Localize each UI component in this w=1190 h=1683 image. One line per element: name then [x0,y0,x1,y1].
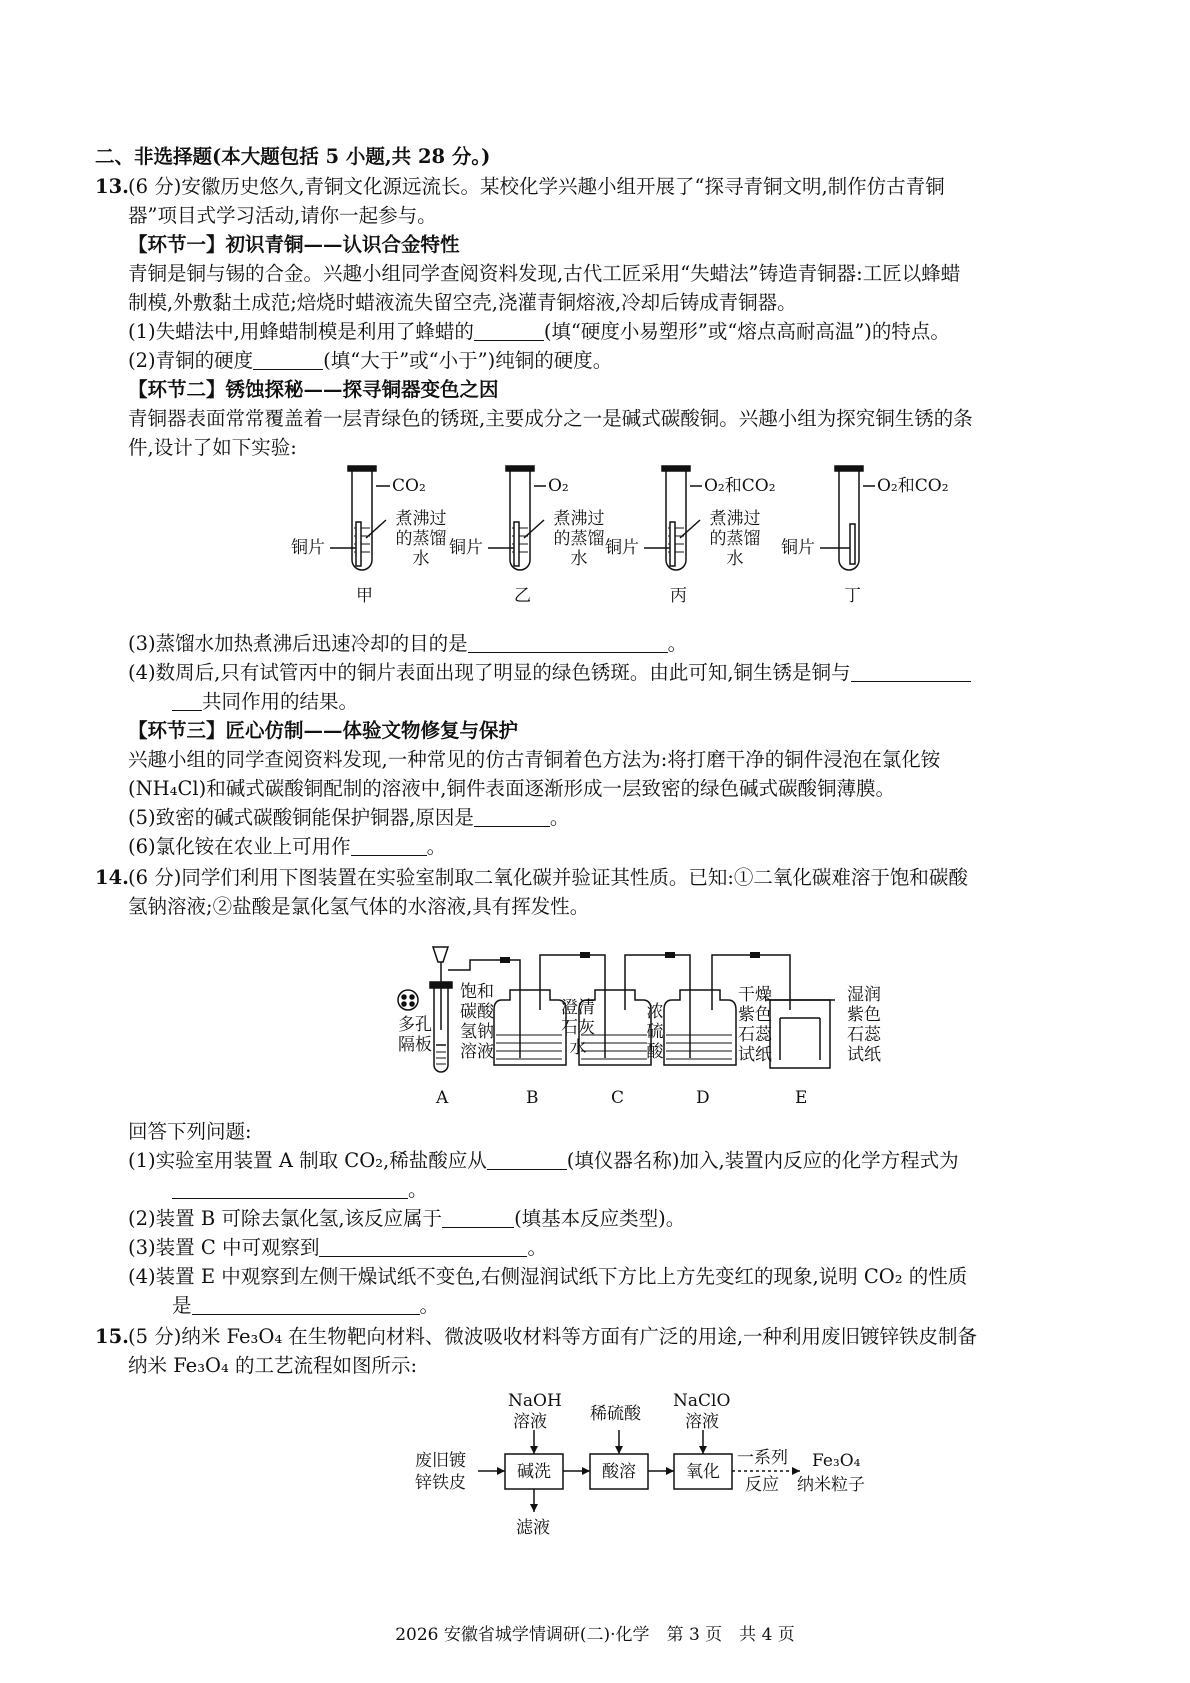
flow-waste: 滤液 [516,1518,550,1538]
q15-intro-line2: 纳米 Fe₃O₄ 的工艺流程如图所示: [128,1354,418,1377]
flow-step3: 氧化 [686,1462,720,1482]
tube-jia-name: 甲 [356,586,373,606]
q14-intro-line1: (6 分)同学们利用下图装置在实验室制取二氧化碳并验证其性质。已知:①二氧化碳难溶于饱和碳酸 [128,866,968,889]
flow-start-line1: 废旧镀 [415,1451,466,1471]
flow-reagent1-line2: 溶液 [513,1412,547,1432]
q14-sub4: (4)装置 E 中观察到左侧干燥试纸不变色,右侧湿润试纸下方比上方先变红的现象,说明 CO₂ 的性质 [128,1265,968,1288]
q13-section2-para-line1: 青铜器表面常常覆盖着一层青绿色的锈斑,主要成分之一是碱式碳酸铜。兴趣小组为探究铜生锈的条 [128,407,973,430]
q15-intro-line1: (5 分)纳米 Fe₃O₄ 在生物靶向材料、微波吸收材料等方面有广泛的用途,一种利用废旧镀锌铁皮制备 [128,1325,978,1348]
q13-section3-para-line1: 兴趣小组的同学查阅资料发现,一种常见的仿古青铜着色方法为:将打磨干净的铜件浸泡在氯化铵 [128,748,941,771]
flow-arrow-bottom-label: 反应 [745,1475,779,1495]
q13-sub4-text-a: (4)数周后,只有试管丙中的铜片表面出现了明显的绿色锈斑。由此可知,铜生锈是铜与 [128,661,851,684]
q14-sub2-text-b: (填基本反应类型)。 [514,1207,686,1230]
q13-sub5-text-a: (5)致密的碱式碳酸铜能保护铜器,原因是 [128,806,474,829]
q14-sub2-text-a: (2)装置 B 可除去氯化氢,该反应属于 [128,1207,443,1230]
q14-sub1-text-a: (1)实验室用装置 A 制取 CO₂,稀盐酸应从 [128,1149,487,1172]
apparatus-label-c: C [611,1088,625,1108]
bottle-e-wet-paper-label: 湿润紫色石蕊试纸 [847,985,881,1065]
q13-sub1-text-b: (填“硬度小易塑形”或“熔点高耐高温”)的特点。 [543,320,950,343]
q13-section2-title: 【环节二】锈蚀探秘——探寻铜器变色之因 [128,378,499,401]
q13-intro-line2: 器”项目式学习活动,请你一起参与。 [128,204,437,227]
flow-reagent3-line2: 溶液 [685,1412,719,1432]
tube-ding-gas-label: O₂和CO₂ [877,476,949,496]
tube-yi-water-label: 煮沸过的蒸馏水 [553,509,605,569]
flow-reagent2: 稀硫酸 [590,1404,641,1424]
flow-step1: 碱洗 [517,1462,551,1482]
tube-bing-name: 丙 [670,586,687,606]
bottle-b-liquid-label: 饱和碳酸氢钠溶液 [460,982,494,1062]
bottle-d-liquid-label: 浓硫酸 [646,1002,664,1062]
flow-reagent1-line1: NaOH [508,1391,562,1411]
tube-yi-name: 乙 [514,586,531,606]
q13-number: 13. [95,175,129,198]
tube-bing-gas-label: O₂和CO₂ [704,476,776,496]
q14-sub3-text-b: 。 [527,1236,547,1259]
flow-step2: 酸溶 [602,1462,636,1482]
q13-sub3-text-a: (3)蒸馏水加热煮沸后迅速冷却的目的是 [128,632,468,655]
q14-sub1-text-c: 。 [408,1178,428,1201]
tube-yi-copper-label: 铜片 [449,538,483,558]
q14-sub3-text-a: (3)装置 C 中可观察到 [128,1236,320,1259]
q13-section1-title: 【环节一】初识青铜——认识合金特性 [128,233,460,256]
apparatus-label-e: E [795,1088,808,1108]
q13-intro-line1: (6 分)安徽历史悠久,青铜文化源远流长。某校化学兴趣小组开展了“探寻青铜文明,制作仿古青铜 [128,175,945,198]
q13-sub6-text-a: (6)氯化铵在农业上可用作 [128,835,351,858]
tube-jia-water-label: 煮沸过的蒸馏水 [395,509,447,569]
flow-reagent3-line1: NaClO [673,1391,731,1411]
apparatus-label-b: B [526,1088,539,1108]
q13-section1-para-line1: 青铜是铜与锡的合金。兴趣小组同学查阅资料发现,古代工匠采用“失蜡法”铸造青铜器:工匠以蜂蜡 [128,262,961,285]
q14-number: 14. [95,866,129,889]
porous-plate-label: 多孔隔板 [398,1015,432,1055]
bottle-c-liquid-label: 澄清石灰水 [561,998,595,1058]
q13-sub1-text-a: (1)失蜡法中,用蜂蜡制模是利用了蜂蜡的 [128,320,474,343]
tube-jia-copper-label: 铜片 [291,538,325,558]
q13-section3-title: 【环节三】匠心仿制——体验文物修复与保护 [128,719,519,742]
flow-start-line2: 锌铁皮 [415,1473,466,1493]
q13-section1-para-line2: 制模,外敷黏土成范;焙烧时蜡液流失留空壳,浇灌青铜熔液,冷却后铸成青铜器。 [128,291,797,314]
tube-bing-water-label: 煮沸过的蒸馏水 [709,509,761,569]
tube-ding-copper-label: 铜片 [781,538,815,558]
q13-sub2-text-b: (填“大于”或“小于”)纯铜的硬度。 [323,349,613,372]
q14-sub1-text-b: (填仪器名称)加入,装置内反应的化学方程式为 [566,1149,959,1172]
page-footer: 2026 安徽省城学情调研(二)·化学 第 3 页 共 4 页 [395,1625,795,1645]
apparatus-label-a: A [436,1088,449,1108]
bottle-e-dry-paper-label: 干燥紫色石蕊试纸 [738,985,772,1065]
tube-jia-gas-label: CO₂ [392,476,426,496]
flow-product-line1: Fe₃O₄ [812,1451,861,1471]
tube-ding-name: 丁 [844,586,861,606]
q14-intro-line2: 氢钠溶液;②盐酸是氯化氢气体的水溶液,具有挥发性。 [128,895,590,918]
tube-bing-copper-label: 铜片 [605,538,639,558]
tube-yi-gas-label: O₂ [548,476,569,496]
q13-sub5-text-b: 。 [549,806,570,829]
q14-prompt: 回答下列问题: [128,1120,252,1143]
section-title: 二、非选择题(本大题包括 5 小题,共 28 分。) [95,145,491,168]
q14-sub4-text-b: 是 [172,1294,192,1317]
q13-sub4-text-b: 共同作用的结果。 [202,690,359,713]
apparatus-label-d: D [696,1088,710,1108]
q13-section3-para-line2: (NH₄Cl)和碱式碳酸铜配制的溶液中,铜件表面逐渐形成一层致密的绿色碱式碳酸铜薄膜。 [128,777,895,800]
q14-sub4-text-c: 。 [419,1294,440,1317]
q13-sub3-text-b: 。 [667,632,688,655]
q13-sub6-text-b: 。 [426,835,447,858]
q13-sub2-text-a: (2)青铜的硬度 [128,349,254,372]
q15-number: 15. [95,1325,129,1348]
q13-section2-para-line2: 件,设计了如下实验: [128,436,297,459]
flow-product-line2: 纳米粒子 [797,1475,865,1495]
flow-arrow-top-label: 一系列 [737,1448,788,1468]
